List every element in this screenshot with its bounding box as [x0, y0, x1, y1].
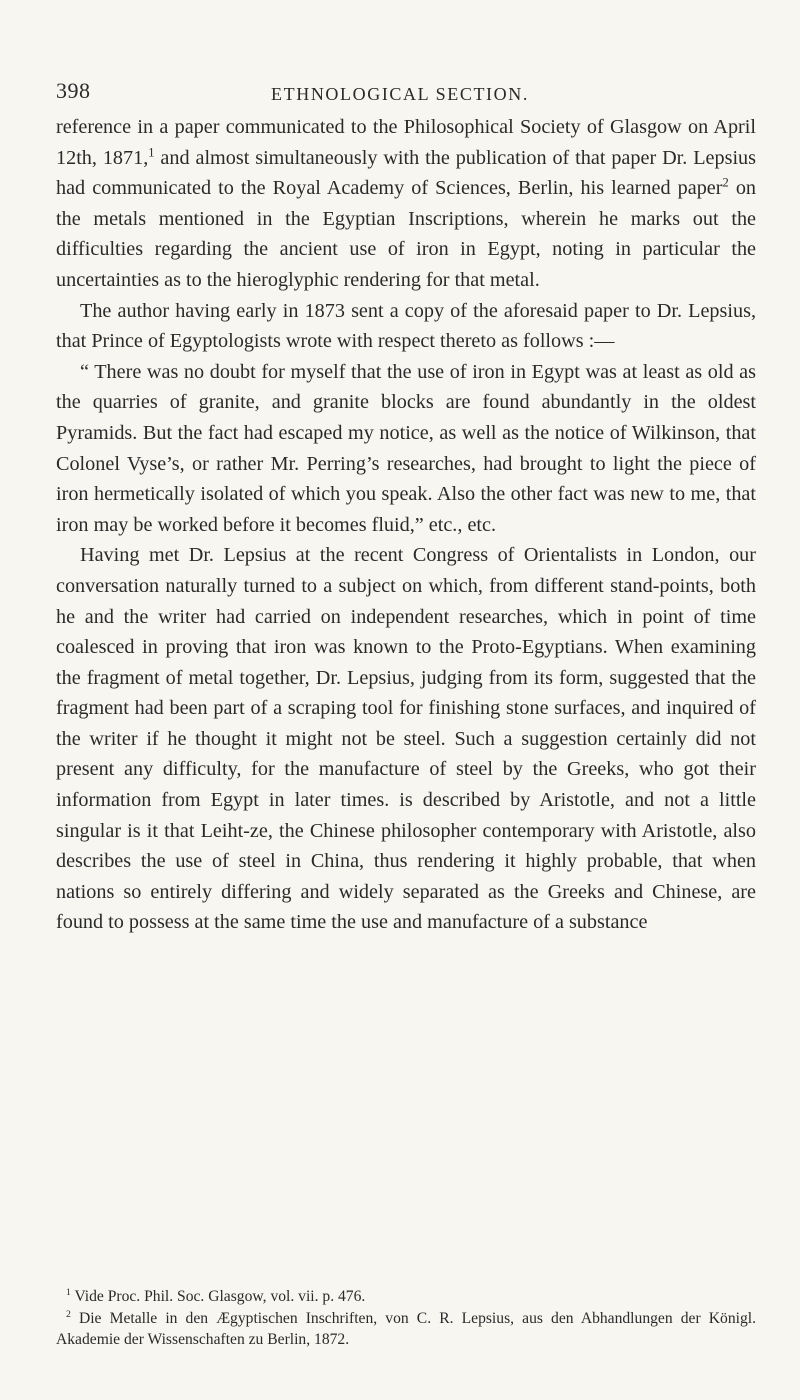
- paragraph-1-text-b: and almost simultaneously with the publication of that paper Dr. Lepsius had communicated to the Royal Academy of Sciences, Berlin, his learned paper: [56, 146, 757, 200]
- footnote-ref-1: 1: [148, 145, 155, 160]
- paragraph-1: [56, 112, 756, 296]
- paragraph-3-quotation: “ There was no doubt for myself that the use of iron in Egypt was at least as old as the quarries of granite, and granite blocks are found abundantly in the oldest Pyramids. But the fact had escaped my notice, as well as the notice of Wilkinson, that Colonel Vyse’s, or rather Mr. Perring’s researches, had brought to light the piece of iron hermetically isolated of which you speak. Also the other fact was new to me, that iron may be worked before it becomes fluid,” etc., etc.: [56, 360, 756, 536]
- footnote-1: [56, 1286, 756, 1308]
- paragraph-1-text-c: on the metals mentioned in the Egyptian Inscriptions, wherein he marks out the difficulties regarding the ancient use of iron in Egypt, noting in particular the uncertainties as to the hieroglyphic rendering for that metal.: [56, 177, 757, 291]
- footnote-2-mark: 2: [66, 1308, 71, 1320]
- running-title: ETHNOLOGICAL SECTION.: [271, 84, 529, 104]
- footnote-2-text: Die Metalle in den Ægyptischen Inschriften, von C. R. Lepsius, aus den Abhandlungen der Königl. Akademie der Wissenschaften zu Berlin, 1872.: [56, 1309, 756, 1348]
- footnote-2: [56, 1308, 756, 1351]
- footnote-ref-2: 2: [722, 175, 729, 190]
- paragraph-4: Having met Dr. Lepsius at the recent Congress of Orientalists in London, our conversation naturally turned to a subject on which, from different stand-points, both he and the writer had carried on independent researches, which in point of time coalesced in proving that iron was known to the Proto-Egyptians. When examining the fragment of metal together, Dr. Lepsius, judging from its form, suggested that the fragment had been part of a scraping tool for finishing stone surfaces, and inquired of the writer if he thought it might not be steel. Such a suggestion certainly did not present any difficulty, for the manufacture of steel by the Greeks, who got their information from Egypt in later times. is described by Aristotle, and not a little singular is it that Leiht-ze, the Chinese philosopher contemporary with Aristotle, also describes the use of steel in China, thus rendering it highly probable, that when nations so entirely differing and widely separated as the Greeks and Chinese, are found to possess at the same time the use and manufacture of a substance: [56, 544, 756, 934]
- paragraph-2: The author having early in 1873 sent a copy of the aforesaid paper to Dr. Lepsius, that Prince of Egyptologists wrote with respect thereto as follows :—: [56, 299, 756, 353]
- paragraph-1-text-a: reference in a paper communicated to the Philosophical Society of Glasgow on April 12th, 1871,: [56, 116, 756, 169]
- footnote-1-mark: 1: [66, 1287, 71, 1299]
- footnote-1-text: Vide Proc. Phil. Soc. Glasgow, vol. vii. p. 476.: [70, 1288, 366, 1305]
- body-text: [56, 112, 756, 938]
- page-number: 398: [56, 78, 91, 103]
- footnotes: [56, 1286, 756, 1351]
